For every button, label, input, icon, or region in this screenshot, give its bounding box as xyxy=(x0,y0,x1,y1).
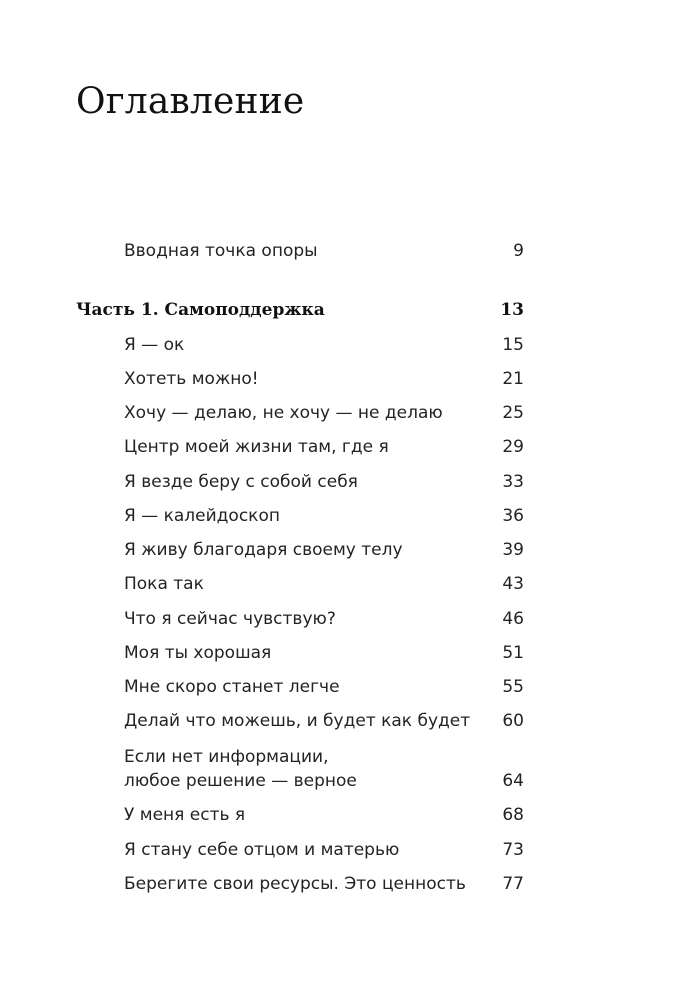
toc-entry xyxy=(124,572,524,596)
toc-entry-label-line1: Если нет информации, xyxy=(124,747,329,767)
toc-page-number: 29 xyxy=(502,437,524,457)
toc-entry xyxy=(124,675,524,699)
toc-entry-label: Моя ты хорошая xyxy=(124,643,272,663)
toc-entry-label-line2: любое решение — верное xyxy=(124,771,357,791)
toc-page-number: 13 xyxy=(500,300,524,320)
toc-page-number: 36 xyxy=(502,506,524,526)
toc-entry xyxy=(124,401,524,425)
page-title: Оглавление xyxy=(76,81,305,122)
toc-entry-label: Я стану себе отцом и матерью xyxy=(124,840,400,860)
toc-entry xyxy=(124,872,524,896)
toc-entry xyxy=(124,838,524,862)
toc-entry-intro xyxy=(124,239,524,263)
toc-entry-label: Я — калейдоскоп xyxy=(124,506,280,526)
toc-entry xyxy=(124,504,524,528)
toc-entry-label: Пока так xyxy=(124,574,204,594)
toc-entry xyxy=(124,435,524,459)
toc-part-label: Часть 1. Самоподдержка xyxy=(76,300,325,320)
toc-page-number: 15 xyxy=(502,335,524,355)
toc-entry xyxy=(124,333,524,357)
toc-part-heading xyxy=(76,298,524,322)
toc-page-number: 25 xyxy=(502,403,524,423)
toc-entry-label: Я — ок xyxy=(124,335,185,355)
toc-entry-label: Мне скоро станет легче xyxy=(124,677,340,697)
toc-page-number: 77 xyxy=(502,874,524,894)
toc-page-number: 51 xyxy=(502,643,524,663)
toc-entry xyxy=(124,641,524,665)
toc-page-number: 9 xyxy=(513,241,524,261)
toc-entry-label: Центр моей жизни там, где я xyxy=(124,437,389,457)
toc-entry-label: Делай что можешь, и будет как будет xyxy=(124,711,471,731)
toc-entry xyxy=(124,803,524,827)
toc-entry-label: Я живу благодаря своему телу xyxy=(124,540,403,560)
toc-entry xyxy=(124,709,524,733)
toc-entry-label: Вводная точка опоры xyxy=(124,241,318,261)
toc-entry-multiline xyxy=(124,745,524,793)
toc-entry xyxy=(124,607,524,631)
toc-page-number: 39 xyxy=(502,540,524,560)
toc-entry-label: Хочу — делаю, не хочу — не делаю xyxy=(124,403,443,423)
toc-page-number: 73 xyxy=(502,840,524,860)
toc-entry-label: Что я сейчас чувствую? xyxy=(124,609,336,629)
toc-entry xyxy=(124,538,524,562)
toc-page-number: 68 xyxy=(502,805,524,825)
toc-entry xyxy=(124,367,524,391)
toc-page-number: 60 xyxy=(502,711,524,731)
toc-entry-label: У меня есть я xyxy=(124,805,246,825)
toc-entry-label: Я везде беру с собой себя xyxy=(124,472,358,492)
toc-page-number: 46 xyxy=(502,609,524,629)
toc-page-number: 43 xyxy=(502,574,524,594)
toc-page-number: 64 xyxy=(502,771,524,791)
toc-page-number: 21 xyxy=(502,369,524,389)
toc-entry-label: Берегите свои ресурсы. Это ценность xyxy=(124,874,466,894)
toc-page-number: 33 xyxy=(502,472,524,492)
toc-page-number: 55 xyxy=(502,677,524,697)
toc-entry-label: Хотеть можно! xyxy=(124,369,259,389)
toc-entry xyxy=(124,470,524,494)
